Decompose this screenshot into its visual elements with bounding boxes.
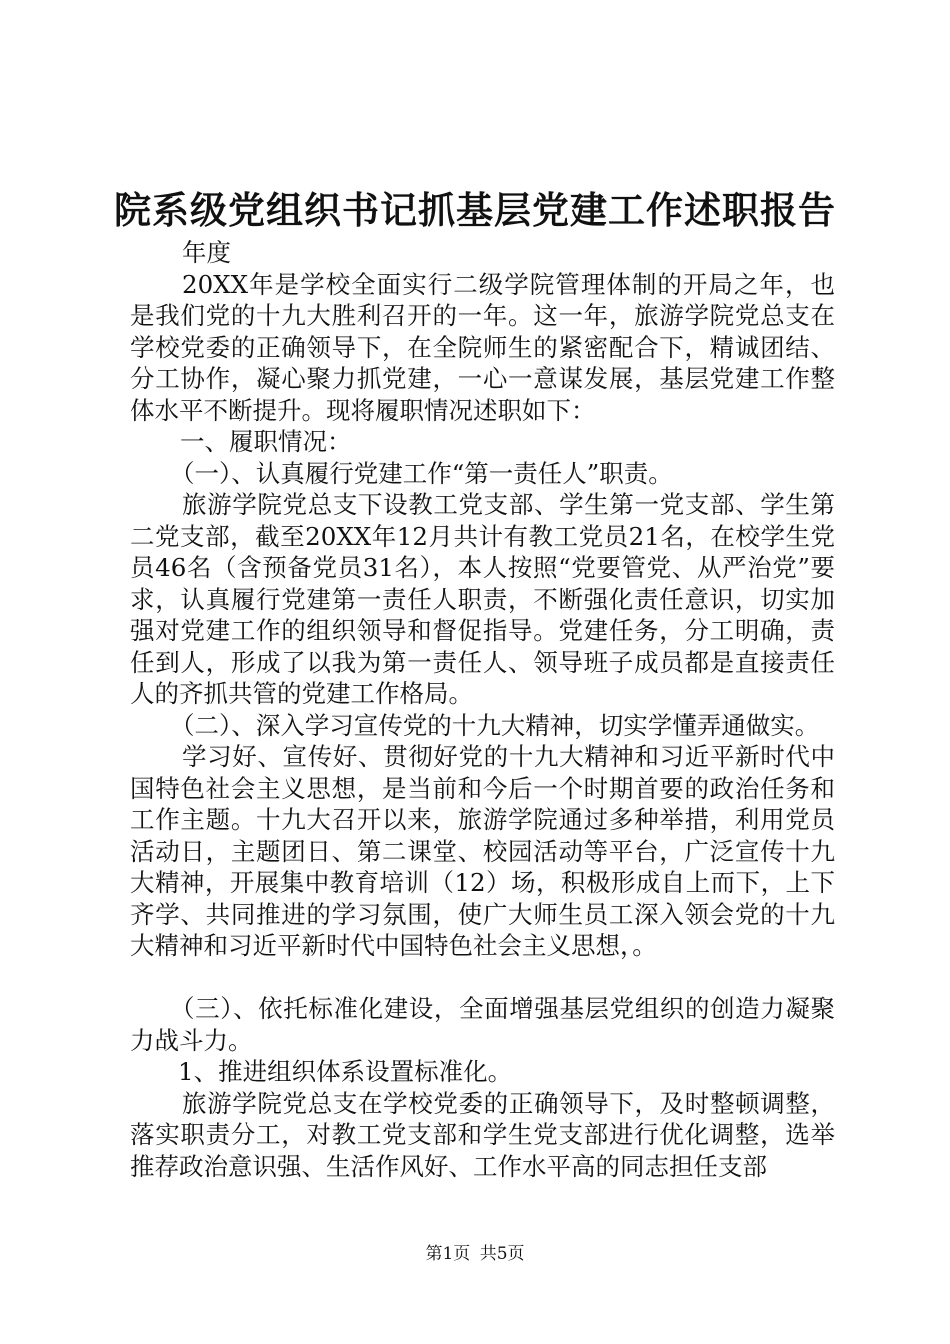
paragraph-organization: 旅游学院党总支在学校党委的正确领导下，及时整顿调整，落实职责分工，对教工党支部和学生党支部进行优化调整，选举推荐政治意识强、生活作风好、工作水平高的同志担任支部 [130,1088,835,1181]
paragraph-responsibility: 旅游学院党总支下设教工党支部、学生第一党支部、学生第二党支部，截至20XX年12月共计有教工党员21名，在校学生党员46名（含预备党员31名），本人按照“党要管党、从严治党”要求，认真履行党建第一责任人职责，不断强化责任意识，切实加强对党建工作的组织领导和督促指导。党建任务，分工明确，责任到人，形成了以我为第一责任人、领导班子成员都是直接责任人的齐抓共管的党建工作格局。 [130,490,835,708]
paragraph-study: 学习好、宣传好、贯彻好党的十九大精神和习近平新时代中国特色社会主义思想，是当前和今后一个时期首要的政治任务和工作主题。十九大召开以来，旅游学院通过多种举措，利用党员活动日，主题团日、第二课堂、校园活动等平台，广泛宣传十九大精神，开展集中教育培训（12）场，积极形成自上而下，上下齐学、共同推进的学习氛围，使广大师生员工深入领会党的十九大精神和习近平新时代中国特色社会主义思想，。 [130,742,835,960]
page-footer [0,1244,950,1264]
paragraph-intro: 20XX年是学校全面实行二级学院管理体制的开局之年，也是我们党的十九大胜利召开的一年。这一年，旅游学院党总支在学校党委的正确领导下，在全院师生的紧密配合下，精诚团结、分工协作，凝心聚力抓党建，一心一意谋发展，基层党建工作整体水平不断提升。现将履职情况述职如下： [130,269,835,425]
document-body [130,237,835,1182]
paragraph-year: 年度 [182,238,231,267]
section-heading-1: 一、履职情况： [180,427,352,456]
subsection-heading-3: （三）、依托标准化建设，全面增强基层党组织的创造力凝聚力战斗力。 [130,994,835,1055]
subsection-heading-2: （二）、深入学习宣传党的十九大精神，切实学懂弄通做实。 [170,710,820,740]
subsection-heading-1: （一）、认真履行党建工作“第一责任人”职责。 [170,458,673,488]
page-number: 第1页 [425,1244,471,1264]
item-heading-1: 1、推进组织体系设置标准化。 [178,1057,513,1086]
page-total: 共5页 [479,1244,525,1264]
document-title: 院系级党组织书记抓基层党建工作述职报告 [114,188,836,232]
